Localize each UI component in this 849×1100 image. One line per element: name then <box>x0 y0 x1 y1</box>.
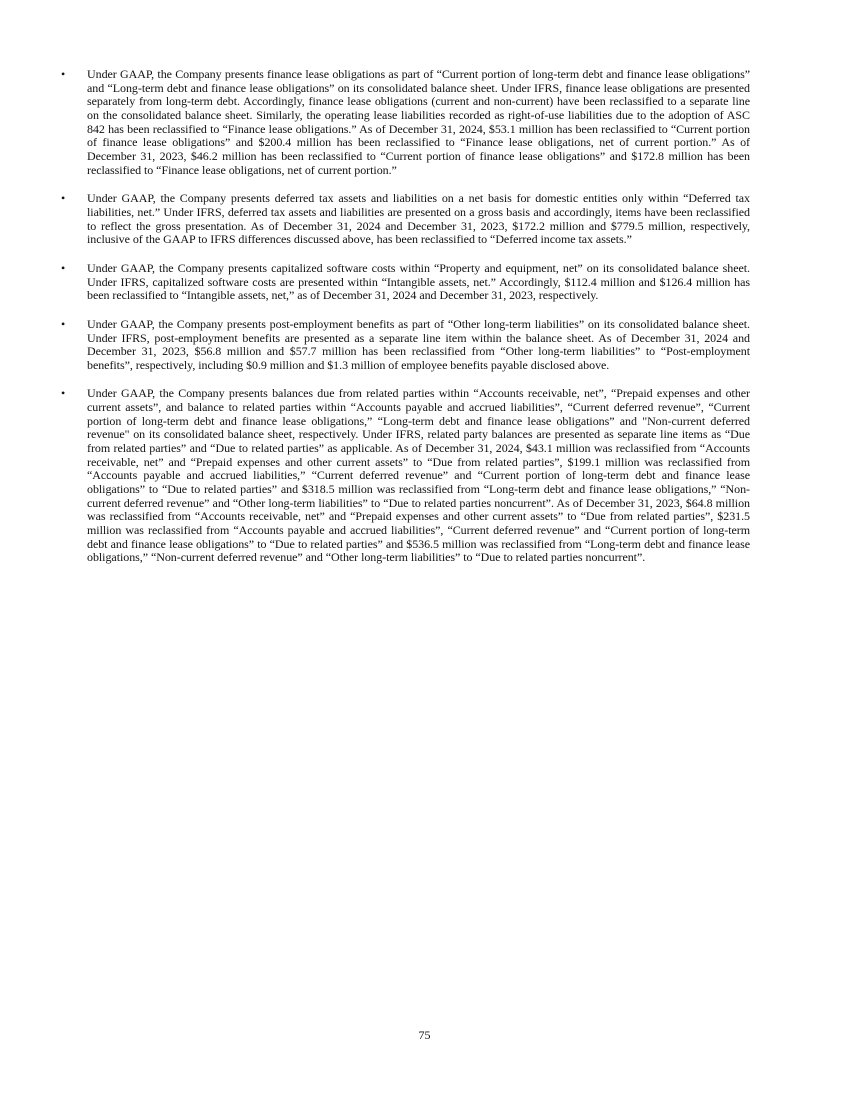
paragraph: Under GAAP, the Company presents deferred tax assets and liabilities on a net basis for domestic entities only within “Deferred tax liabilities, net.” Under IFRS, deferred tax assets and liabilities are presented on a gross basis and accordingly, items have been reclassified to reflect the gross presentation. As of December 31, 2024 and December 31, 2023, $172.2 million and $779.5 million, respectively, inclusive of the GAAP to IFRS differences discussed above, has been reclassified to “Deferred income tax assets.” <box>87 191 750 247</box>
bullet-item <box>61 318 750 373</box>
bullet-marker: • <box>61 260 66 275</box>
paragraph: Under GAAP, the Company presents post-employment benefits as part of “Other long-term liabilities” on its consolidated balance sheet. Under IFRS, post-employment benefits are presented as a separate line item within the balance sheet. As of December 31, 2024 and December 31, 2023, $56.8 million and $57.7 million has been reclassified from “Other long-term liabilities” to “Post-employment benefits”, respectively, including $0.9 million and $1.3 million of employee benefits payable disclosed above. <box>87 316 750 372</box>
bullet-item <box>61 68 750 177</box>
bullet-marker: • <box>61 386 66 401</box>
paragraph: Under GAAP, the Company presents capitalized software costs within “Property and equipment, net” on its consolidated balance sheet. Under IFRS, capitalized software costs are presented within “Intangible assets, net.” Accordingly, $112.4 million and $126.4 million has been reclassified to “Intangible assets, net,” as of December 31, 2024 and December 31, 2023, respectively. <box>87 260 750 303</box>
bullet-marker: • <box>61 191 66 206</box>
bullet-item <box>61 262 750 303</box>
paragraph: Under GAAP, the Company presents finance lease obligations as part of “Current portion of long-term debt and finance lease obligations” and “Long-term debt and finance lease obligations” on its consolidated balance sheet. Under IFRS, finance lease obligations are presented separately from long-term debt. Accordingly, finance lease obligations (current and non-current) have been reclassified to a separate line on the consolidated balance sheet. Similarly, the operating lease liabilities recorded as right-of-use liabilities due to the adoption of ASC 842 has been reclassified to “Finance lease obligations.” As of December 31, 2024, $53.1 million has been reclassified to “Current portion of finance lease obligations” and $200.4 million has been reclassified to “Finance lease obligations, net of current portion.” As of December 31, 2023, $46.2 million has been reclassified to “Current portion of finance lease obligations” and $172.8 million has been reclassified to “Finance lease obligations, net of current portion.” <box>87 67 750 177</box>
document-body <box>61 68 750 580</box>
bullet-marker: • <box>61 316 66 331</box>
page-number: 75 <box>418 1028 431 1042</box>
paragraph: Under GAAP, the Company presents balances due from related parties within “Accounts receivable, net”, “Prepaid expenses and other current assets”, and balance to related parties within “Accounts payable and accrued liabilities”, “Current deferred revenue”, “Current portion of long-term debt and finance lease obligations,” “Long-term debt and finance lease obligations” and "Non-current deferred revenue" on its consolidated balance sheet, respectively. Under IFRS, related party balances are presented as separate line items as “Due from related parties” and “Due to related parties” as applicable. As of December 31, 2024, $43.1 million was reclassified from “Accounts receivable, net” and “Prepaid expenses and other current assets” to “Due from related parties”, $199.1 million was reclassified from “Accounts payable and accrued liabilities,” “Current deferred revenue” and “Current portion of long-term debt and finance lease obligations” to “Due to related parties” and $318.5 million was reclassified from “Long-term debt and finance lease obligations,” “Non-current deferred revenue” and “Other long-term liabilities” to “Due to related parties noncurrent”. As of December 31, 2023, $64.8 million was reclassified from “Accounts receivable, net” and “Prepaid expenses and other current assets” to “Due from related parties”, $231.5 million was reclassified from “Accounts payable and accrued liabilities”, “Current deferred revenue” and “Current portion of long-term debt and finance lease obligations” to “Due to related parties” and $536.5 million was reclassified from “Long-term debt and finance lease obligations,” “Non-current deferred revenue” and “Other long-term liabilities” to “Due to related parties noncurrent”. <box>87 386 750 565</box>
bullet-item <box>61 192 750 247</box>
bullet-marker: • <box>61 67 66 81</box>
bullet-item <box>61 387 750 565</box>
